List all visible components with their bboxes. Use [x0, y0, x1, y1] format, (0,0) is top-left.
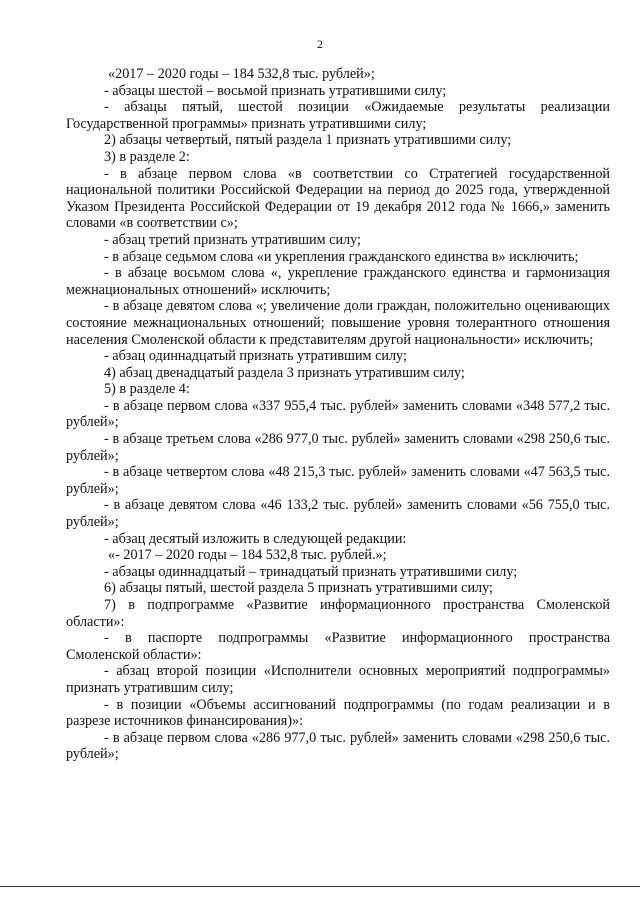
paragraph: 5) в разделе 4:: [104, 381, 190, 398]
paragraph: - в абзаце первом слова «337 955,4 тыс. рублей» заменить словами «348 577,2 тыс. рублей»;: [66, 397, 610, 431]
paragraph: «2017 – 2020 годы – 184 532,8 тыс. рублей»;: [108, 66, 375, 82]
paragraph: - в абзаце третьем слова «286 977,0 тыс. рублей» заменить словами «298 250,6 тыс. рублей»;: [66, 431, 610, 464]
paragraph: - абзацы одиннадцатый – тринадцатый признать утратившими силу;: [104, 563, 518, 580]
paragraph: «- 2017 – 2020 годы – 184 532,8 тыс. рублей.»;: [108, 547, 387, 564]
paragraph: - в абзаце первом слова «286 977,0 тыс. рублей» заменить словами «298 250,6 тыс. рублей»;: [66, 729, 610, 763]
paragraph: - в паспорте подпрограммы «Развитие информационного пространства Смоленской области»:: [66, 630, 610, 663]
paragraph: 4) абзац двенадцатый раздела 3 признать утратившим силу;: [104, 364, 465, 381]
paragraph: - в абзаце первом слова «в соответствии со Стратегией государственной национальной политики Российской Федерации на период до 2025 года, утвержденной Указом Президента Российской Федерации от 19 декабря 2012 года № 1666,» заменить словами «в соответствии с»;: [66, 165, 610, 232]
paragraph: - абзацы пятый, шестой позиции «Ожидаемые результаты реализации Государственной программы» признать утратившими силу;: [66, 99, 610, 132]
paragraph: - абзац второй позиции «Исполнители основных мероприятий подпрограммы» признать утратившим силу;: [66, 663, 610, 696]
paragraph: - в абзаце девятом слова «; увеличение доли граждан, положительно оценивающих состояние межнациональных отношений; повышение уровня толерантного отношения населения Смоленской области к представителям другой национальности» исключить;: [66, 298, 610, 348]
paragraph: - в позиции «Объемы ассигнований подпрограммы (по годам реализации и в разрезе источников финансирования)»:: [66, 696, 610, 730]
paragraph: - абзац третий признать утратившим силу;: [104, 231, 361, 248]
scan-edge-line: [0, 886, 640, 887]
paragraph: 6) абзацы пятый, шестой раздела 5 признать утратившими силу;: [104, 580, 493, 597]
paragraph: 2) абзацы четвертый, пятый раздела 1 признать утратившими силу;: [104, 132, 512, 149]
document-body: [66, 66, 610, 763]
paragraph: - в абзаце восьмом слова «, укрепление гражданского единства и гармонизация межнациональных отношений» исключить;: [66, 265, 610, 298]
paragraph: - абзац одиннадцатый признать утратившим силу;: [104, 348, 407, 365]
paragraph: - в абзаце седьмом слова «и укрепления гражданского единства в» исключить;: [104, 248, 579, 265]
paragraph: - в абзаце девятом слова «46 133,2 тыс. рублей» заменить словами «56 755,0 тыс. рублей»;: [66, 497, 610, 531]
paragraph: - абзацы шестой – восьмой признать утратившими силу;: [104, 82, 447, 99]
page-number: 2: [317, 37, 323, 51]
paragraph: - в абзаце четвертом слова «48 215,3 тыс. рублей» заменить словами «47 563,5 тыс. рублей»;: [66, 464, 610, 497]
paragraph: 3) в разделе 2:: [104, 148, 190, 165]
paragraph: 7) в подпрограмме «Развитие информационного пространства Смоленской области»:: [66, 597, 610, 630]
paragraph: - абзац десятый изложить в следующей редакции:: [104, 530, 407, 547]
